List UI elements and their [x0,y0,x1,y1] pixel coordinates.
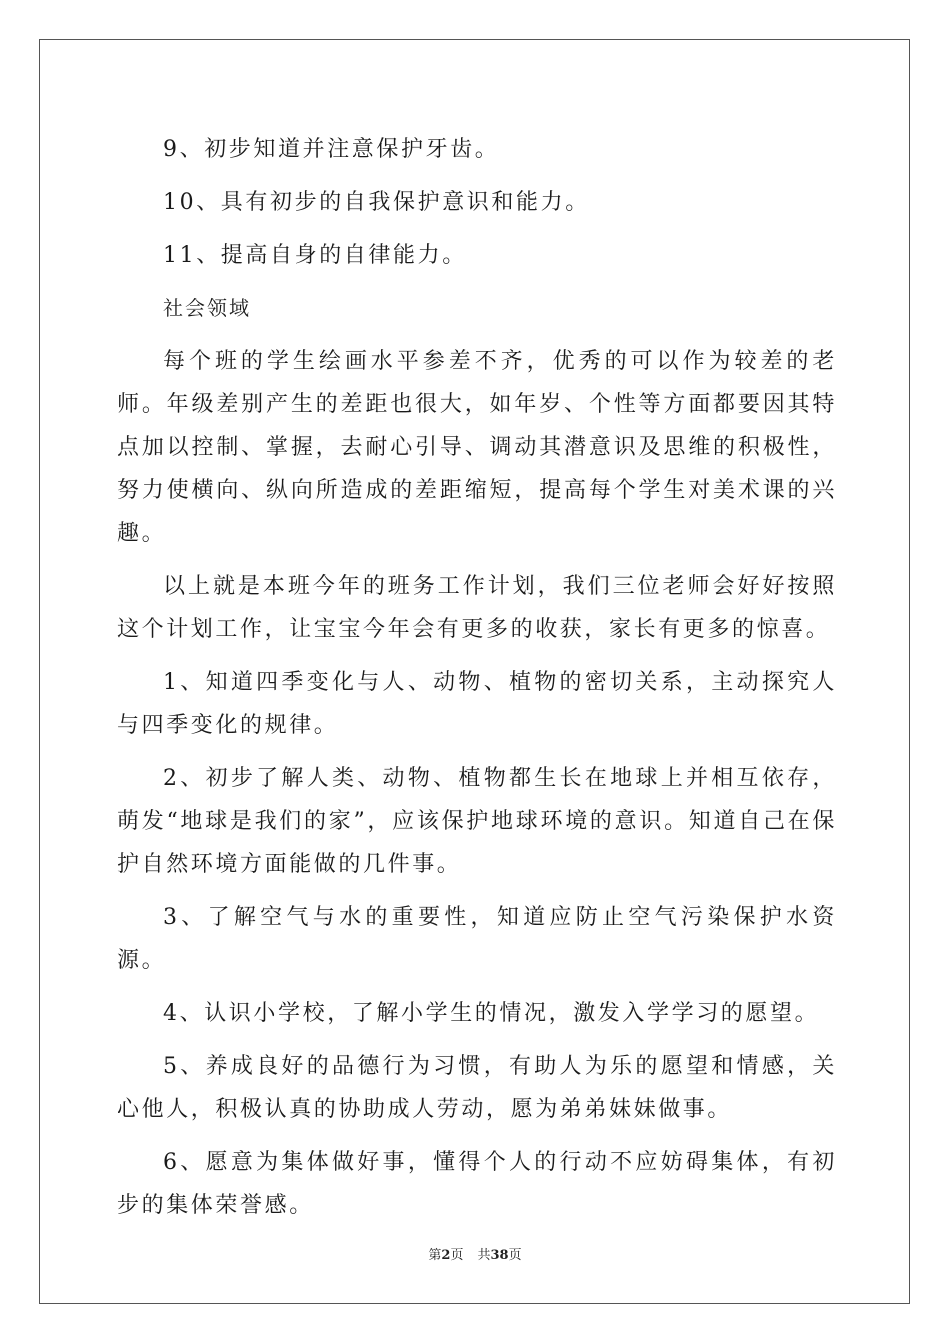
list-item-2: 2、初步了解人类、动物、植物都生长在地球上并相互依存，萌发“地球是我们的家”，应该保护地球环境的意识。知道自己在保护自然环境方面能做的几件事。 [117,766,837,877]
document-body [117,128,837,1227]
list-item-6: 6、愿意为集体做好事，懂得个人的行动不应妨碍集体，有初步的集体荣誉感。 [117,1150,837,1218]
list-item-10: 10、具有初步的自我保护意识和能力。 [163,190,590,215]
list-item-3: 3、了解空气与水的重要性，知道应防止空气污染保护水资源。 [117,905,837,973]
page-suffix: 页 [450,1248,464,1263]
list-item-9: 9、初步知道并注意保护牙齿。 [163,137,500,162]
page-total: 38 [490,1248,509,1263]
total-prefix: 共 [477,1248,491,1263]
page-footer [0,1247,950,1265]
total-suffix: 页 [508,1248,522,1263]
list-item-5: 5、养成良好的品德行为习惯，有助人为乐的愿望和情感，关心他人，积极认真的协助成人劳动，愿为弟弟妹妹做事。 [117,1054,837,1122]
page-current: 2 [441,1248,451,1263]
list-item-4: 4、认识小学校，了解小学生的情况，激发入学学习的愿望。 [163,1001,820,1026]
page-prefix: 第 [428,1248,442,1263]
list-item-1: 1、知道四季变化与人、动物、植物的密切关系，主动探究人与四季变化的规律。 [117,670,837,738]
list-item-11: 11、提高自身的自律能力。 [163,243,467,268]
section-heading-social: 社会领域 [163,296,251,320]
paragraph-art-level: 每个班的学生绘画水平参差不齐，优秀的可以作为较差的老师。年级差别产生的差距也很大，如年岁、个性等方面都要因其特点加以控制、掌握，去耐心引导、调动其潜意识及思维的积极性，努力使横向、纵向所造成的差距缩短，提高每个学生对美术课的兴趣。 [117,349,837,546]
paragraph-plan-summary: 以上就是本班今年的班务工作计划，我们三位老师会好好按照这个计划工作，让宝宝今年会有更多的收获，家长有更多的惊喜。 [117,574,837,642]
